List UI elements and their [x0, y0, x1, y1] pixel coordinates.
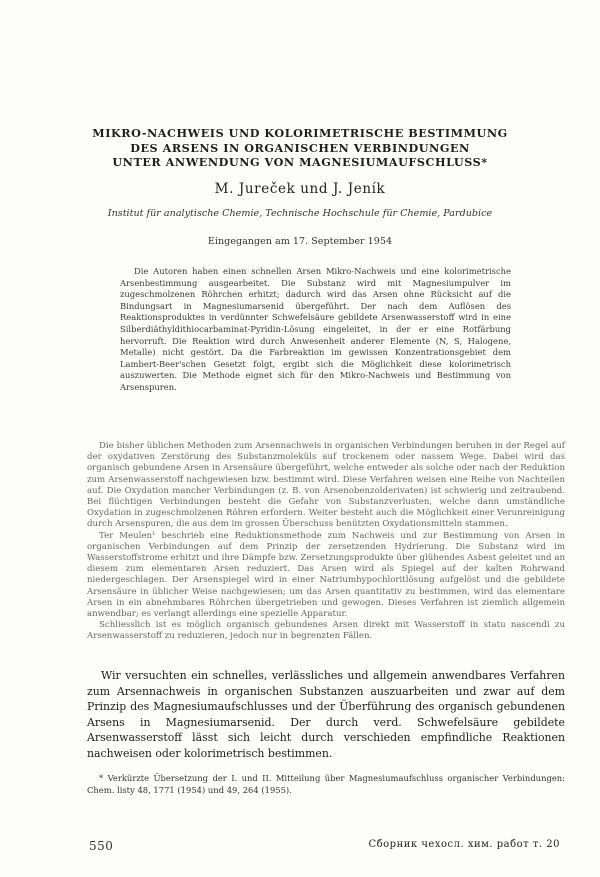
body-paragraph-1: Die bisher üblichen Methoden zum Arsennachweis in organischen Verbindungen beruhen in der Regel auf der oxydativen Zerstörung des Substanzmoleküls auf trockenem oder nassem Wege. Dabei wird das organisch gebundene Arsen in Arsensäure übergeführt, welche entweder als solche oder nach der Reduktion zum Arsenwasserstoff nachgewiesen bzw. bestimmt wird. Diese Verfahren weisen eine Reihe von Nachteilen auf. Die Oxydation mancher Verbindungen (z. B. von Arsenobenzolderivaten) ist schwierig und zeitraubend. Bei flüchtigen Verbindungen besteht die Gefahr von Substanzverlusten, welche dann umständliche Oxydation in zugeschmolzenen Röhren erfordern. Weiter besteht auch die Möglichkeit einer Verunreinigung durch Arsenspuren, die aus dem im grossen Überschuss benützten Oxydationsmitteln stammen.: [87, 441, 565, 530]
title-line-1: MIKRO-NACHWEIS UND KOLORIMETRISCHE BESTIMMUNG: [92, 126, 508, 140]
title-line-2: DES ARSENS IN ORGANISCHEN VERBINDUNGEN: [130, 140, 470, 155]
article-title: [60, 126, 540, 170]
body-text: [87, 441, 565, 643]
body-paragraph-3: Schliesslich ist es möglich organisch gebundenes Arsen direkt mit Wasserstoff in statu nascendi zu Arsenwasserstoff zu reduzieren, jedoch nur in begrenzten Fällen.: [87, 620, 565, 642]
title-line-3: UNTER ANWENDUNG VON MAGNESIUMAUFSCHLUSS*: [112, 155, 488, 169]
summary-paragraph: Wir versuchten ein schnelles, verlässliches und allgemein anwendbares Verfahren zum Arsennachweis in organischen Substanzen auszuarbeiten und zwar auf dem Prinzip des Magnesiumaufschlusses und der Überführung des organisch gebundenen Arsens in Magnesiumarsenid. Der durch verd. Schwefelsäure gebildete Arsenwasserstoff lässt sich leicht durch verschieden empfindliche Reaktionen nachweisen oder kolorimetrisch bestimmen.: [87, 669, 565, 760]
footnote: * Verkürzte Übersetzung der I. und II. Mitteilung über Magnesiumaufschluss organischer Verbindungen: Chem. listy 48, 1771 (1954) und 49, 264 (1955).: [87, 773, 565, 795]
institute-affiliation: Institut für analytische Chemie, Technische Hochschule für Chemie, Pardubice: [107, 208, 493, 219]
received-date: Eingegangen am 17. September 1954: [207, 236, 393, 247]
abstract: Die Autoren haben einen schnellen Arsen Mikro-Nachweis und eine kolorimetrische Arsenbestimmung ausgearbeitet. Die Substanz wird mit Magnesiumpulver im zugeschmolzenen Röhrchen erhitzt; dadurch wird das Arsen ohne Rücksicht auf die Bindungsart in Magnesiumarsenid übergeführt. Der nach dem Auflösen des Reaktionsproduktes in verdünnter Schwefelsäure gebildete Arsenwasserstoff wird in eine Silberdiäthyldithiocarbaminat-Pyridin-Lösung eingeleitet, in der er eine Rotfärbung hervorruft. Die Reaktion wird durch Anwesenheit anderer Elemente (N, S, Halogene, Metalle) nicht gestört. Da die Farbreaktion im gewissen Konzentrationsgebiet dem Lambert-Beer'schen Gesetzt folgt, ergibt sich die Möglichkeit diese kolorimetrisch auszuwerten. Die Methode eignet sich für den Mikro-Nachweis und Bestimmung von Arsenspuren.: [120, 266, 511, 392]
body-paragraph-2: Ter Meulen¹ beschrieb eine Reduktionsmethode zum Nachweis und zur Bestimmung von Arsen in organischen Verbindungen auf dem Prinzip der zersetzenden Hydrierung. Die Substanz wird im Wasserstoffstrome erhitzt und ihre Dämpfe bzw. Zersetzungsprodukte über glühendes Asbest geleitet und an diesem zum elementaren Arsen reduziert. Das Arsen wird als Spiegel auf der kalten Rohrwand niedergeschlagen. Der Arsenspiegel wird in einer Natriumhypochloritlösung aufgelöst und die gebildete Arsensäure in üblicher Weise nachgewiesen; um das Arsen quantitativ zu bestimmen, wird das elementare Arsen in ein abnehmbares Röhrchen übergetrieben und gewogen. Dieses Verfahren ist ziemlich allgemein anwendbar; es verlangt allerdings eine spezielle Apparatur.: [87, 530, 565, 620]
page-number: 550: [89, 839, 114, 853]
authors: M. Jureček und J. Jeník: [214, 181, 386, 197]
journal-reference: Сборник чехосл. хим. работ т. 20: [368, 839, 560, 850]
